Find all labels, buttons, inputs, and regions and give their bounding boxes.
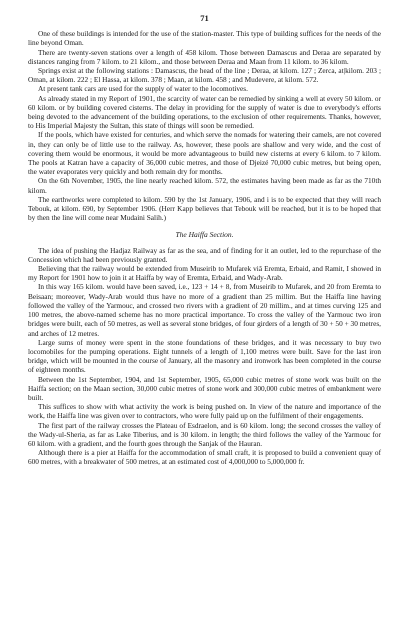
paragraph: Between the 1st September, 1904, and 1st September, 1905, 65,000 cubic metres of stone work was built on the Haiffa section; on the Maan section, 30,000 cubic metres of stone work and 300,000 cubic metres of embankment were built. (28, 374, 381, 402)
paragraph: At present tank cars are used for the supply of water to the locomotives. (38, 84, 248, 94)
section-title: The Haiffa Section. (175, 230, 234, 240)
paragraph: The idea of pushing the Hadjaz Railway as far as the sea, and of finding for it an outlet, led to the repurchase of the Concession which had been previously granted. (28, 245, 381, 264)
paragraph: In this way 165 kilom. would have been saved, i.e., 123 + 14 + 8, from Museirib to Mufarek, and 20 from Eremta to Beisaan; moreover, Wady-Arab would thus have no more of a gradient than 25 millim. But the Haiffa line having followed the valley of the Yarmouc, and crossed two rivers with a gradient of 20 millim., and at times curving 125 and 100 metres, the above-named scheme has no more practical importance. To cross the valley of the Yarmouc two iron bridges were built, each of 50 metres, as well as several stone bridges, of four girders of a length of 30 + 50 + 30 metres, and arches of 12 metres. (28, 282, 381, 338)
paragraph: One of these buildings is intended for the use of the station-master. This type of building suffices for the needs of the line beyond Oman. (28, 29, 381, 48)
paragraph: There are twenty-seven stations over a length of 458 kilom. Those between Damascus and Deraa are separated by distances ranging from 7 kilom. to 21 kilom., and those between Deraa and Maan from 11 kilom. to 36 kilom. (28, 47, 381, 66)
page-number: 71 (200, 13, 209, 23)
paragraph: Believing that the railway would be extended from Museirib to Mufarek viâ Eremta, Erbaid, and Ramit, I showed in my Report for 1901 how to join it at Haiffa by way of Eremta, Erbaid, and Wady-Arab. (28, 264, 381, 283)
paragraph: If the pools, which have existed for centuries, and which serve the nomads for watering their camels, are not covered in, they can only be of little use to the railway. As, however, these pools are shallow and very wide, and the cost of covering them would be enormous, it would be more advantageous to build new cisterns at every 6 kilom. to 7 kilom. The pools at Katran have a capacity of 36,000 cubic metres, and those of Djeizé 70,000 cubic metres, but being open, the water evaporates very quickly and both remain dry for months. (28, 130, 381, 177)
paragraph: Large sums of money were spent in the stone foundations of these bridges, and it was necessary to buy two locomobiles for the pumping operations. Eight tunnels of a length of 1,100 metres were built. Save for the last iron bridge, which will be mounted in the course of January, all the masonry and ironwork has been completed in the course of eighteen months. (28, 337, 381, 375)
paragraph: The earthworks were completed to kilom. 590 by the 1st January, 1906, and i is to be expected that they will reach Tebouk, at kilom. 690, by September 1906. (Herr Kapp believes that Tebouk will be reached, but it is to be hoped that by then the line will come near Mudaini Salih.) (28, 194, 381, 223)
paragraph: The first part of the railway crosses the Plateau of Esdraelon, and is 60 kilom. long; the second crosses the valley of the Wady-ul-Sheria, as far as Lake Tiberius, and is 30 kilom. in length; the third follows the valley of the Yarmouc for 60 kilom. with a gradient, and the fourth goes through the Sanjak of the Hauran. (28, 420, 381, 448)
paragraph: Although there is a pier at Haiffa for the accommodation of small craft, it is proposed to build a convenient quay of 600 metres, with a breakwater of 500 metres, at an estimated cost of 4,000,000 to 5,000,000 fr. (28, 448, 381, 467)
paragraph: This suffices to show with what activity the work is being pushed on. In view of the nature and importance of the work, the Haiffa line was given over to contractors, who were fully paid up on the fulfilment of their engagements. (28, 402, 381, 421)
paragraph: On the 6th November, 1905, the line nearly reached kilom. 572, the estimates having been made as far as the 710th kilom. (28, 176, 381, 195)
paragraph: As already stated in my Report of 1901, the scarcity of water can be remedied by sinking a well at every 50 kilom. or 60 kilom. or by building covered cisterns. The delay in providing for the supply of water is due to everybody's efforts being devoted to the advancement of the building operations, to the exclusion of other requirements. Thanks, however, to His Imperial Majesty the Sultan, this state of things will soon be remedied. (28, 93, 381, 131)
paragraph: Springs exist at the following stations : Damascus, the head of the line ; Deraa, at kilom. 127 ; Zerca, at|kilom. 203 ; Oman, at kilom. 222 ; El Hassa, at kilom. 378 ; Maan, at kilom. 458 ; and Mudevere, at kilom. 572. (28, 66, 381, 85)
